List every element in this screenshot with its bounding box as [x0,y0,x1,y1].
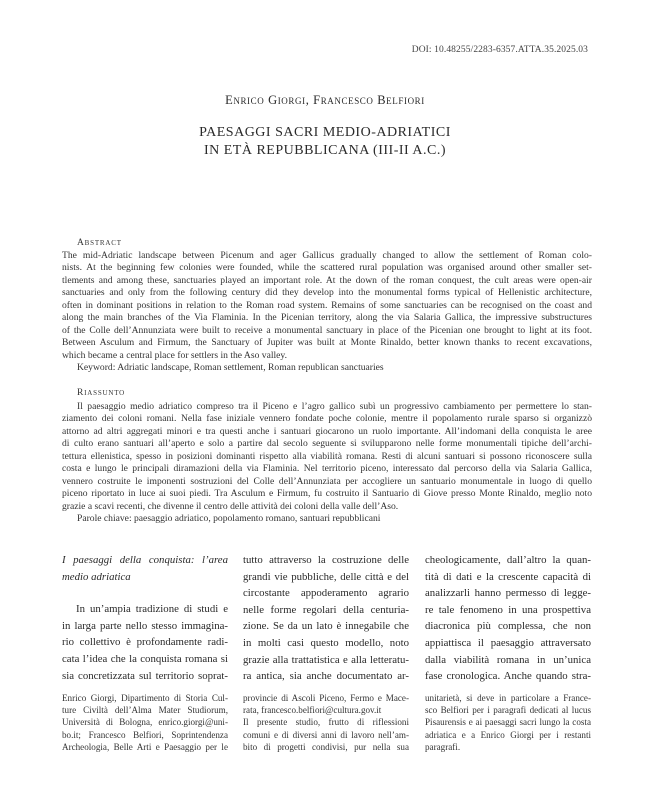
footnote-line: bo.it; Francesco Belfiori, Soprintendenza [62,729,228,740]
footnote-line: provincie di Ascoli Piceno, Fermo e Mace- [243,693,409,703]
author-names: Enrico Giorgi, Francesco Belfiori [225,93,425,107]
body-column-1 [62,552,228,684]
body-line: analizzarli hanno permesso di legge- [425,587,591,600]
body-line: appiattisca il paesaggio attraversato [425,636,591,649]
abstract-line: sanctuaries and only from the following century did they develop into the monumental forms typical of Hellenistic architecture, [62,287,592,299]
riassunto-keywords: Parole chiave: paesaggio adriatico, popolamento romano, santuari repubblicani [77,512,381,524]
riassunto-body [62,401,592,525]
body-column-3 [425,552,591,685]
body-line: ra antica, sia anche documentato ar- [243,670,409,683]
footnote-line: rata, francesco.belfiori@cultura.gov.it [243,705,382,716]
footnote-column-2 [243,692,409,753]
body-line: tità di dati e la crescente capacità di [425,570,591,583]
footnote-line: Università di Bologna, enrico.giorgi@uni- [62,717,228,728]
body-line: nelle forme regolari della centuria- [243,603,409,616]
body-line: cheologicamente, dall’altro la quan- [425,554,591,566]
body-line: re tale fenomeno in una prospettiva [425,603,591,616]
footnote-line: ture Civiltà dell’Alma Mater Studiorum, [62,705,228,716]
body-line: cata l’idea che la conquista romana si [62,652,228,665]
abstract-line: tlements and among these, sanctuaries played an important role. At the down of the roman conquest, the cult areas were open-air [62,274,592,286]
doi-identifier[interactable]: DOI: 10.48255/2283-6357.ATTA.35.2025.03 [411,45,588,55]
footnote-line: bito di progetti condivisi, pur nella sua [243,741,409,752]
footnote-line: sco Belfiori per i paragrafi dedicati al lucus [425,705,591,716]
footnote-line: comuni e di diversi anni di lavoro nell’am- [243,729,409,740]
body-line: zione. Se da un lato è innegabile che [243,620,409,633]
body-line: grandi vie pubbliche, delle città e del [243,570,409,583]
footnote-line: paragrafi. [425,741,461,752]
abstract-keywords: Keyword: Adriatic landscape, Roman settlement, Roman republican sanctuaries [77,361,384,373]
body-line: In un’ampia tradizione di studi e [76,603,228,616]
abstract-line: Between Asculum and Firmum, the Sanctuary of Jupiter was built at Monte Rinaldo, better known thanks to recent excavations, [62,337,592,349]
abstract-line: along the main branches of the Via Flaminia. In the Picenian territory, along the via Salaria Gallica, the impressive substructures [62,312,592,324]
abstract-line: which became a central place for settlers in the Aso valley. [62,349,288,361]
abstract-body [62,250,592,374]
abstract-line: The mid-Adriatic landscape between Picenum and ager Gallicus gradually changed to allow the settlement of Roman colo- [62,250,592,261]
body-line: grazie alla trattatistica e alla letteratu- [243,653,409,666]
body-line: fase cronologica. Anche quando stra- [425,670,591,683]
riassunto-line: vennero costruite le imponenti sostruzioni del Colle dell’Annunziata per accogliere un santuario monumentale in luogo di quello [62,475,592,487]
riassunto-line: di culto erano santuari all’aperto e solo a partire dal secolo seguente si svilupparono nelle forme monumentali tipiche dell’archi- [62,438,592,450]
abstract-line: nists. At the beginning few colonies were founded, while the scattered rural population was organised around other smaller set- [62,262,592,274]
body-line: sia concretizzata sul territorio soprat- [62,669,228,682]
footnote-line: unitarietà, si deve in particolare a France- [425,693,591,703]
riassunto-line: Il paesaggio medio adriatico compreso tra il Piceno e l’agro gallico subì un progressivo cambiamento per permettere lo stan- [77,401,592,412]
riassunto-line: attorno ad altri aggregati minori e tra questi anche i santuari giocarono un ruolo importante. All’indomani della conquista le aree [62,425,592,437]
section-heading: medio adriatica [62,570,131,583]
body-line: diacronica più complessa, che non [425,620,591,633]
riassunto-line: ziamento dei coloni romani. Nella fase iniziale vennero fondate poche colonie, mentre il popolamento rurale sparso si organizzò [62,413,592,425]
body-line: dalla viabilità romana in un’unica [425,653,591,666]
footnote-column-1 [62,692,228,753]
footnote-line: Archeologia, Belle Arti e Paesaggio per le [62,741,228,752]
title-line: PAESAGGI SACRI MEDIO-ADRIATICI [199,125,451,140]
abstract-label: Abstract [77,238,122,248]
body-line: rio collettivo è profondamente radi- [62,636,228,649]
riassunto-line: piceno riportato in luce ai suoi piedi. Tra Asculum e Firmum, fu costruito il Santuario di Giove presso Monte Rinaldo, meglio noto [62,488,592,500]
abstract-line: often in dominant positions in relation to the Roman road system. Remains of some sanctuaries can be recognised on the coast and [62,299,592,311]
riassunto-label: Riassunto [77,388,126,398]
riassunto-line: costa e lungo le principali diramazioni della via Flaminia. Nel territorio piceno, interessato dal percorso della via Salaria Gallica, [62,463,592,475]
article-title [0,124,650,160]
riassunto-line: tettura ellenistica, spesso in posizioni dominanti rispetto alla viabilità romana. Resti di alcuni santuari si possono riconoscere sulla [62,450,592,462]
title-line: IN ETÀ REPUBBLICANA (III-II A.C.) [203,143,447,158]
footnote-line: Pisaurensis e ai paesaggi sacri lungo la costa [425,717,591,728]
abstract-line: of the Colle dell’Annunziata were built to receive a monumental sanctuary in place of the Picenian one brought to light at its foot. [62,324,592,336]
body-line: in molti casi questo modello, noto [243,636,409,649]
body-line: circostante appoderamento agrario [243,587,409,600]
footnote-column-3 [425,692,591,753]
footnote-line: Il presente studio, frutto di riflessioni [243,717,409,728]
body-line: in larga parte nello stesso immagina- [62,619,228,632]
riassunto-line: grazie a scavi recenti, che divenne il centro delle attività dei coloni della valle dell’Aso. [62,500,399,512]
body-column-2 [243,552,409,685]
footnote-line: Enrico Giorgi, Dipartimento di Storia Cul- [62,693,228,703]
section-heading: I paesaggi della conquista: l’area [62,554,228,566]
body-line: tutto attraverso la costruzione delle [243,554,409,566]
footnote-line: adriatica e a Enrico Giorgi per i restanti [425,729,591,740]
